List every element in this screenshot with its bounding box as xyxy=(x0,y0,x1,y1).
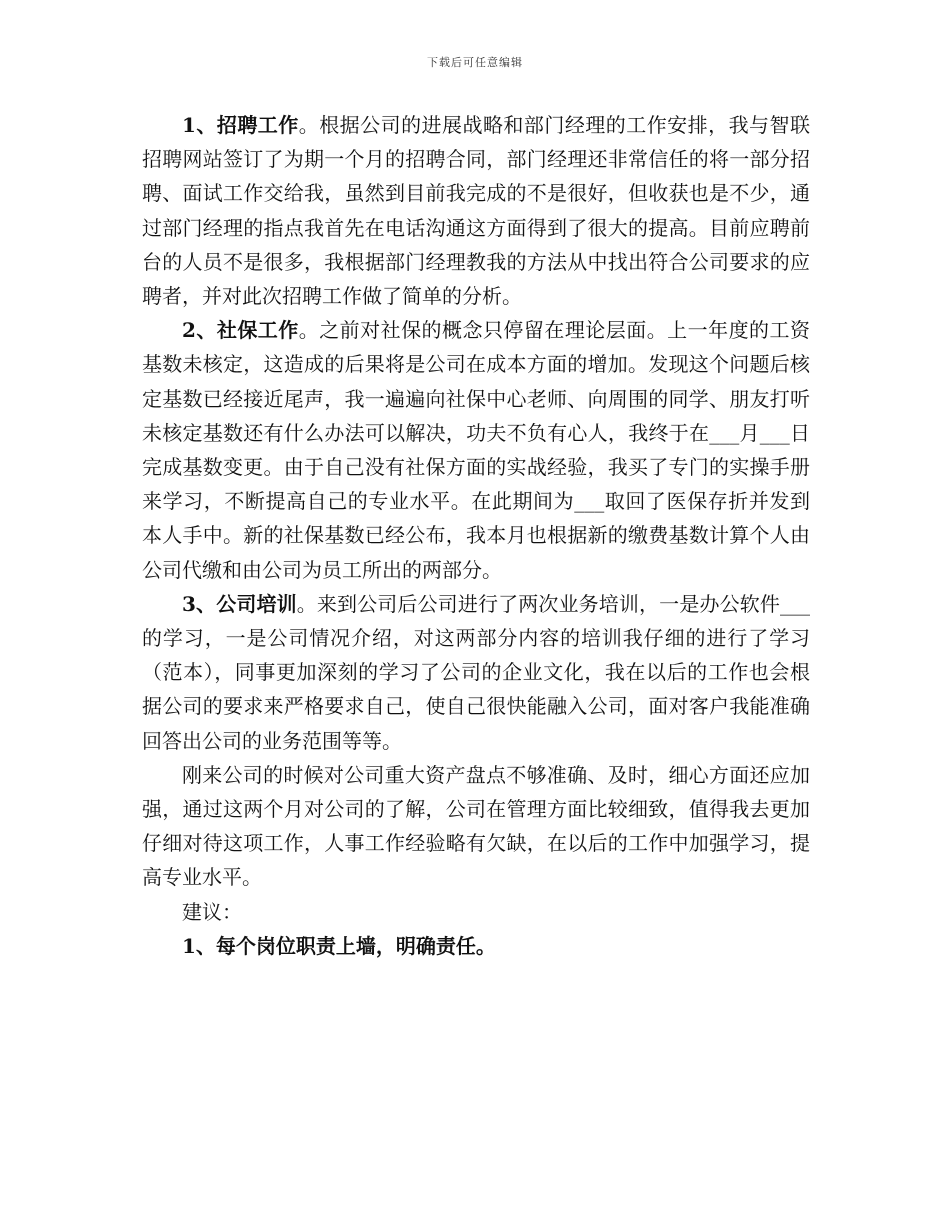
heading-recruitment: 1、招聘工作 xyxy=(182,113,299,137)
heading-training: 3、公司培训 xyxy=(182,591,297,616)
body-recruitment: 。根据公司的进展战略和部门经理的工作安排，我与智联招聘网站签订了为期一个月的招聘合同，部门经理还非常信任的将一部分招聘、面试工作交给我，虽然到目前我完成的不是很好，但收获也是不少，通过部门经理的指点我首先在电话沟通这方面得到了很大的提高。目前应聘前台的人员不是很多，我根据部门经理教我的方法从中找出符合公司要求的应聘者，并对此次招聘工作做了简单的分析。 xyxy=(142,113,810,309)
paragraph-training xyxy=(142,587,810,758)
body-social-security: 。之前对社保的概念只停留在理论层面。上一年度的工资基数未核定，这造成的后果将是公司在成本方面的增加。发现这个问题后核定基数已经接近尾声，我一遍遍向社保中心老师、向周围的同学、朋友打听未核定基数还有什么办法可以解决，功夫不负有心人，我终于在___月___日完成基数变更。由于自己没有社保方面的实战经验，我买了专门的实操手册来学习，不断提高自己的专业水平。在此期间为___取回了医保存折并发到本人手中。新的社保基数已经公布，我本月也根据新的缴费基数计算个人由公司代缴和由公司为员工所出的两部分。 xyxy=(142,318,810,582)
paragraph-social-security xyxy=(142,313,810,587)
paragraph-reflection xyxy=(142,758,810,895)
page-header: 下载后可任意编辑 xyxy=(427,56,523,69)
document-body xyxy=(142,108,810,963)
suggestions-label: 建议： xyxy=(182,899,242,924)
suggestion-item: 1、每个岗位职责上墙，明确责任。 xyxy=(182,933,496,958)
heading-social-security: 2、社保工作 xyxy=(182,318,299,343)
paragraph-recruitment xyxy=(142,108,810,313)
body-training: 。来到公司后公司进行了两次业务培训，一是办公软件___的学习，一是公司情况介绍，对这两部分内容的培训我仔细的进行了学习（范本），同事更加深刻的学习了公司的企业文化，我在以后的工作也会根据公司的要求来严格要求自己，使自己很快能融入公司，面对客户我能准确回答出公司的业务范围等等。 xyxy=(142,591,810,753)
body-reflection: 刚来公司的时候对公司重大资产盘点不够准确、及时，细心方面还应加强，通过这两个月对公司的了解，公司在管理方面比较细致，值得我去更加仔细对待这项工作，人事工作经验略有欠缺，在以后的工作中加强学习，提高专业水平。 xyxy=(142,762,810,890)
